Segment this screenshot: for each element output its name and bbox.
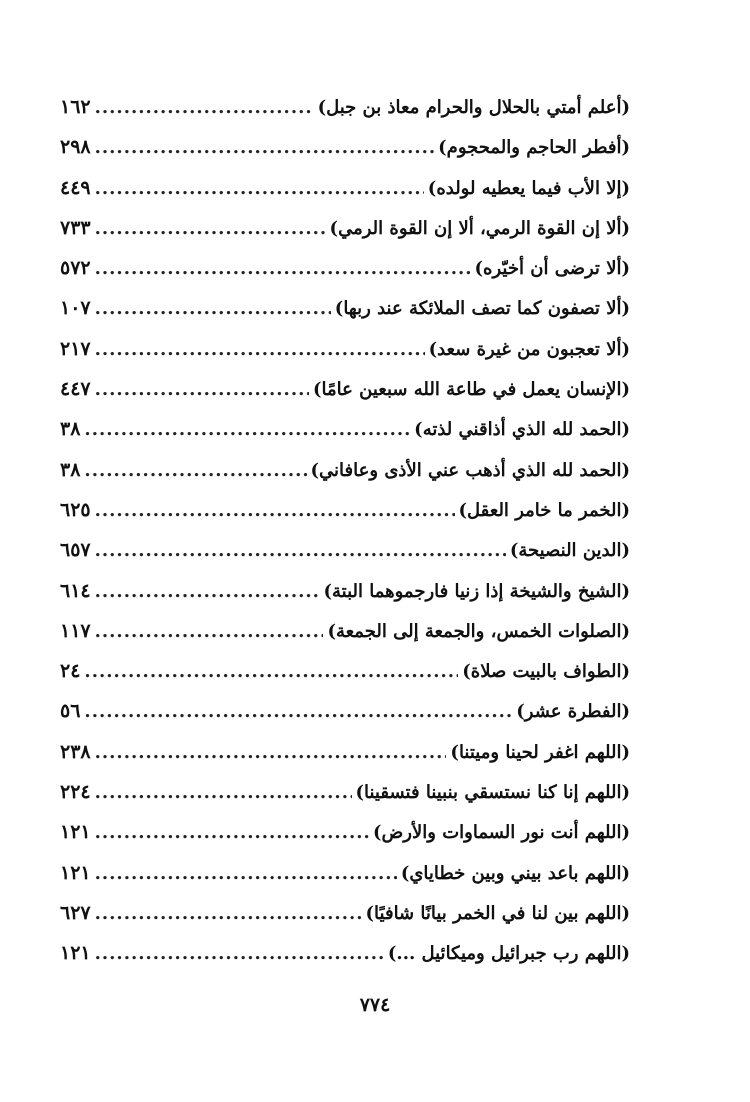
entry-page-number: ٢١٧ <box>60 337 91 360</box>
index-entry <box>60 691 630 731</box>
dot-leader <box>95 209 326 249</box>
entry-title: (اللهم أنت نور السماوات والأرض) <box>373 822 630 844</box>
entry-page-number: ٦١٤ <box>60 579 91 602</box>
dot-leader <box>95 894 362 934</box>
index-entry <box>60 893 630 933</box>
entry-title: (الفطرة عشر) <box>516 701 630 723</box>
entry-page-number: ٢٣٨ <box>60 740 91 763</box>
index-entry <box>60 732 630 772</box>
index-list <box>60 87 630 974</box>
index-entry <box>60 772 630 812</box>
index-entry <box>60 530 630 570</box>
entry-title: (ألا ترضى أن أخيّره) <box>474 258 630 280</box>
entry-page-number: ٤٤٩ <box>60 176 91 199</box>
entry-page-number: ١٢١ <box>60 821 91 844</box>
index-entry <box>60 369 630 409</box>
dot-leader <box>95 733 447 773</box>
entry-title: (الإنسان يعمل في طاعة الله سبعين عامًا) <box>313 379 630 401</box>
entry-page-number: ١٢١ <box>60 942 91 965</box>
index-entry <box>60 208 630 248</box>
entry-page-number: ١٢١ <box>60 861 91 884</box>
entry-title: (اللهم بين لنا في الخمر بيانًا شافيًا) <box>365 902 630 924</box>
entry-page-number: ٢٤ <box>60 660 81 683</box>
entry-title: (ألا تعجبون من غيرة سعد) <box>428 338 630 360</box>
entry-title: (اللهم رب جبرائيل وميكائيل ...) <box>387 943 630 965</box>
index-entry <box>60 288 630 328</box>
entry-title: (ألا تصفون كما تصف الملائكة عند ربها) <box>334 298 630 320</box>
index-entry <box>60 651 630 691</box>
entry-title: (اللهم إنا كنا نستسقي بنبينا فتسقينا) <box>355 782 630 804</box>
dot-leader <box>84 652 458 692</box>
index-entry <box>60 127 630 167</box>
dot-leader <box>95 813 369 853</box>
entry-page-number: ٧٣٣ <box>60 216 91 239</box>
entry-page-number: ١٠٧ <box>60 297 91 320</box>
entry-title: (اللهم اغفر لحينا وميتنا) <box>450 741 630 763</box>
entry-page-number: ٥٧٢ <box>60 257 91 280</box>
entry-page-number: ٢٢٤ <box>60 781 91 804</box>
entry-page-number: ٤٤٧ <box>60 378 91 401</box>
index-entry <box>60 611 630 651</box>
dot-leader <box>95 249 471 289</box>
dot-leader <box>84 410 410 450</box>
entry-title: (الشيخ والشيخة إذا زنيا فارجموهما البتة) <box>323 580 630 602</box>
entry-page-number: ٥٦ <box>60 700 81 723</box>
dot-leader <box>84 692 512 732</box>
dot-leader <box>95 128 435 168</box>
index-entry <box>60 490 630 530</box>
index-entry <box>60 168 630 208</box>
entry-page-number: ٦٢٥ <box>60 498 91 521</box>
entry-title: (الدين النصيحة) <box>509 540 630 562</box>
entry-title: (أفطر الحاجم والمحجوم) <box>438 137 630 159</box>
dot-leader <box>95 531 506 571</box>
index-entry <box>60 248 630 288</box>
index-entry <box>60 571 630 611</box>
dot-leader <box>95 289 331 329</box>
dot-leader <box>95 491 455 531</box>
entry-title: (الحمد لله الذي أذاقني لذته) <box>414 419 630 441</box>
entry-page-number: ٣٨ <box>60 418 81 441</box>
index-entry <box>60 450 630 490</box>
dot-leader <box>95 88 314 128</box>
entry-title: (الطواف بالبيت صلاة) <box>462 661 630 683</box>
entry-title: (الحمد لله الذي أذهب عني الأذى وعافاني) <box>310 459 630 481</box>
entry-page-number: ١١٧ <box>60 619 91 642</box>
entry-title: (الصلوات الخمس، والجمعة إلى الجمعة) <box>327 620 630 642</box>
dot-leader <box>95 370 309 410</box>
dot-leader <box>95 330 425 370</box>
dot-leader <box>95 854 397 894</box>
entry-page-number: ٢٩٨ <box>60 136 91 159</box>
entry-page-number: ٦٢٧ <box>60 901 91 924</box>
entry-title: (اللهم باعد بيني وبين خطاياي) <box>400 862 630 884</box>
entry-title: (إلا الأب فيما يعطيه لولده) <box>427 177 630 199</box>
entry-title: (الخمر ما خامر العقل) <box>458 499 630 521</box>
dot-leader <box>95 773 352 813</box>
dot-leader <box>95 572 320 612</box>
entry-page-number: ٣٨ <box>60 458 81 481</box>
index-entry <box>60 329 630 369</box>
index-entry <box>60 812 630 852</box>
index-entry <box>60 933 630 973</box>
entry-title: (ألا إن القوة الرمي، ألا إن القوة الرمي) <box>329 217 630 239</box>
index-entry <box>60 409 630 449</box>
dot-leader <box>95 169 424 209</box>
dot-leader <box>84 451 306 491</box>
entry-page-number: ١٦٢ <box>60 96 91 118</box>
dot-leader <box>95 934 384 974</box>
index-entry <box>60 87 630 127</box>
page-number: ٧٧٤ <box>359 994 391 1016</box>
entry-title: (أعلم أمتي بالحلال والحرام معاذ بن جبل) <box>317 97 630 118</box>
dot-leader <box>95 612 324 652</box>
entry-page-number: ٦٥٧ <box>60 539 91 562</box>
index-entry <box>60 853 630 893</box>
